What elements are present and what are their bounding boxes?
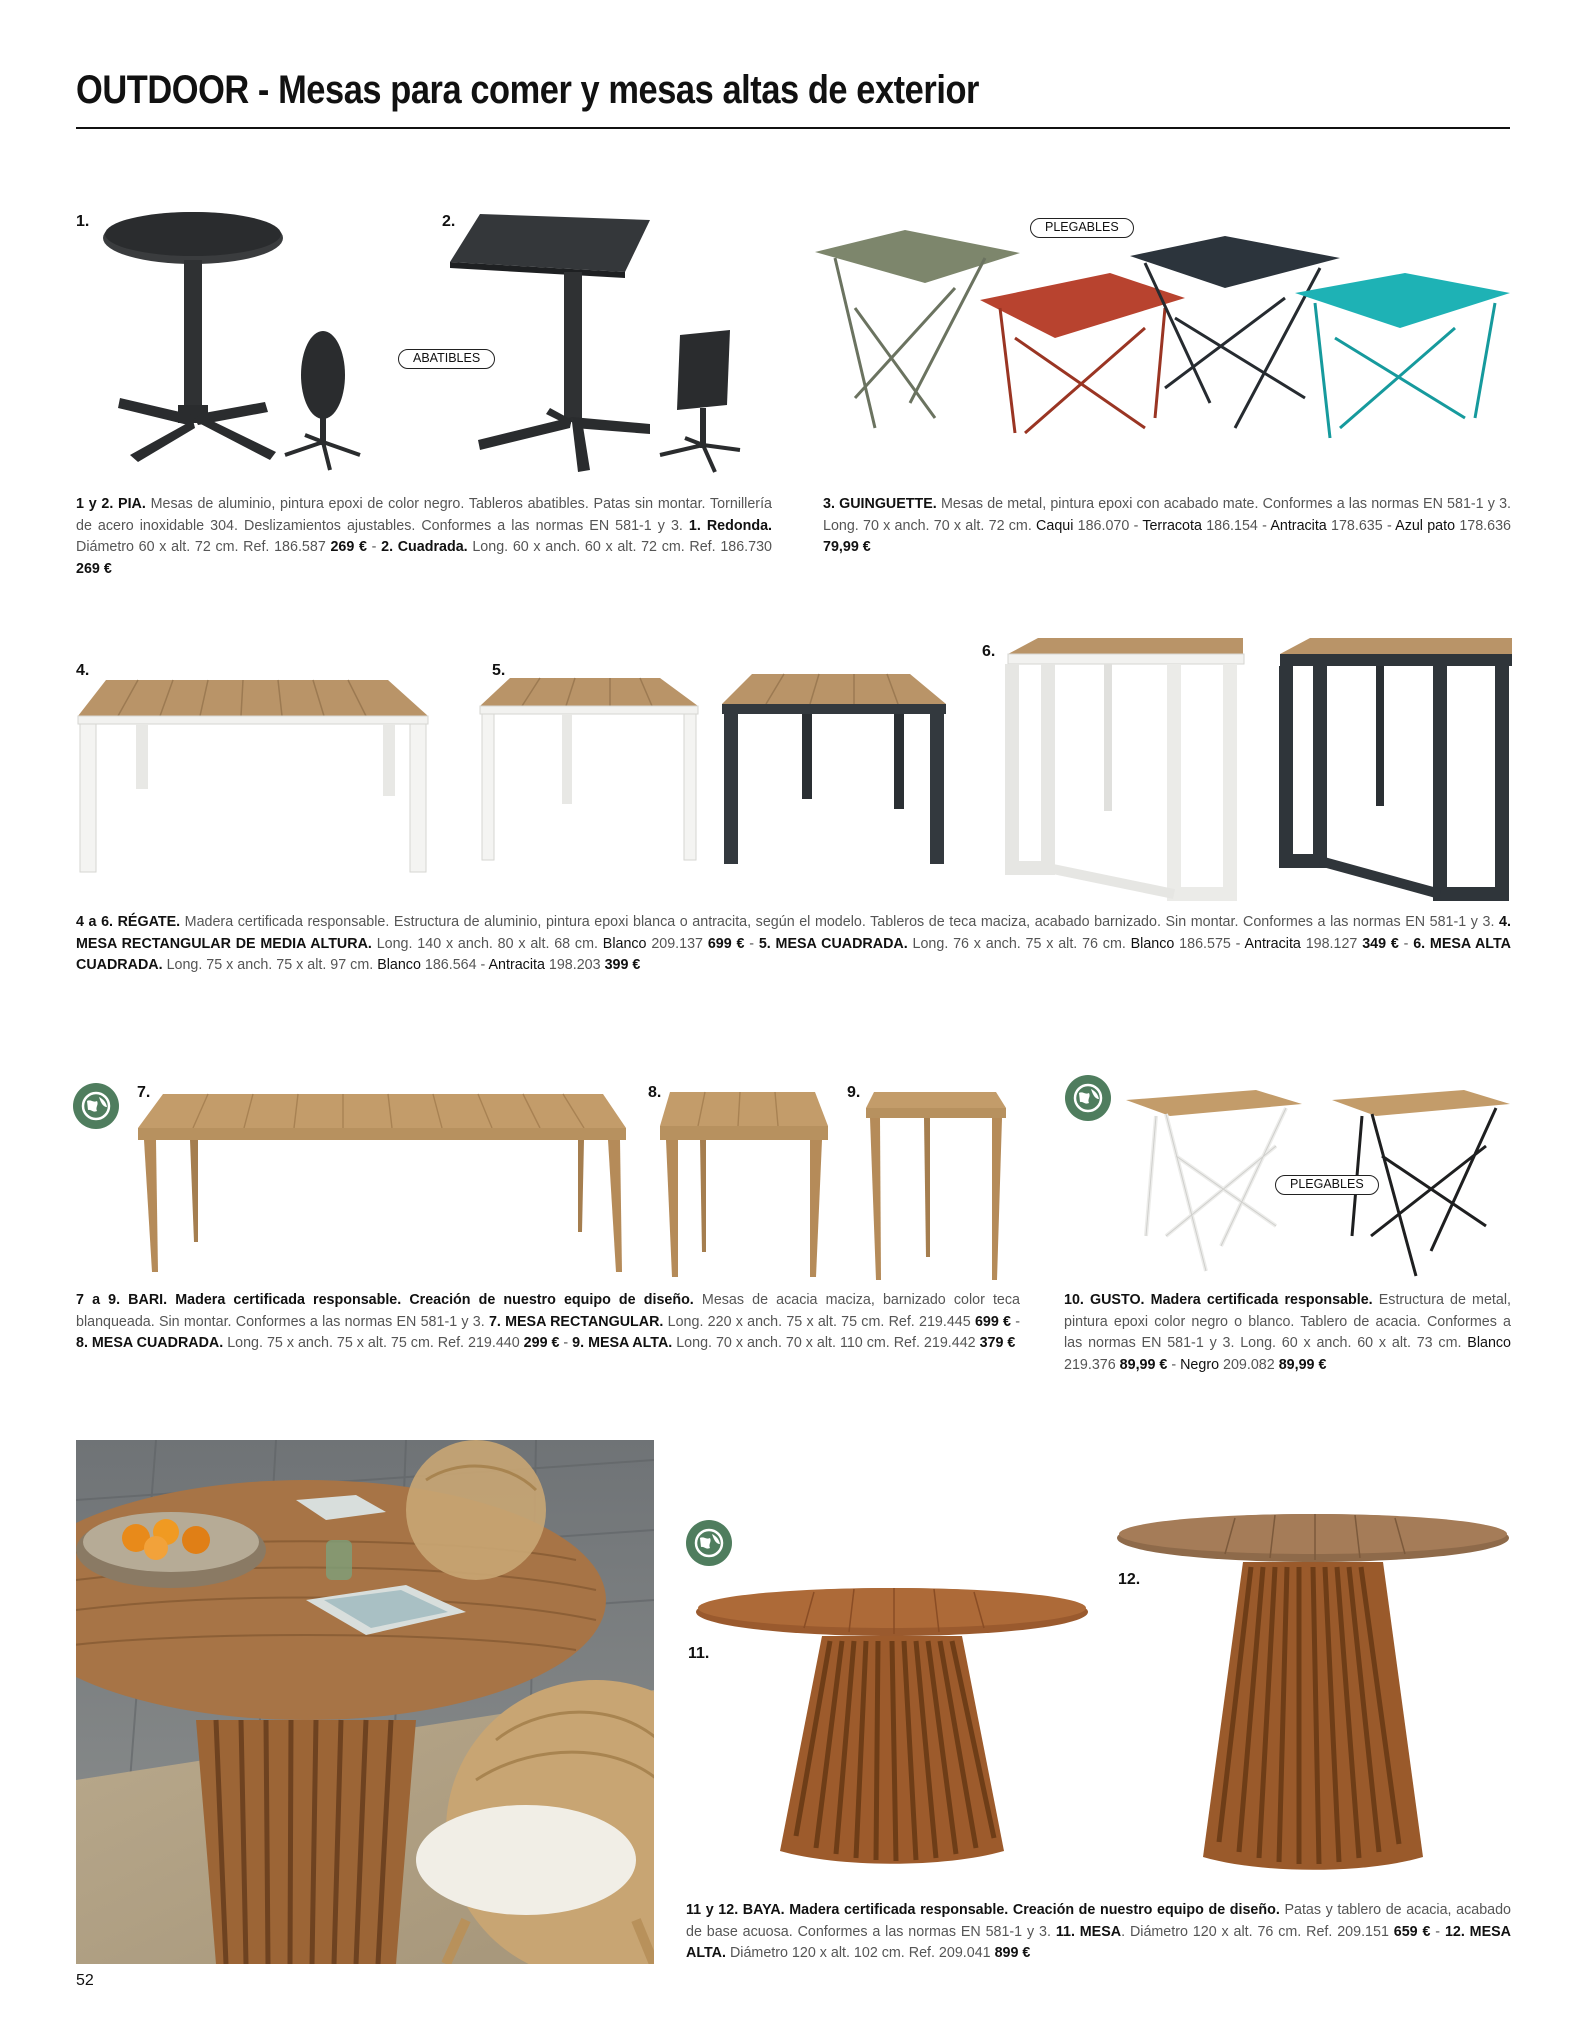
color-antracita: Antracita	[1270, 517, 1327, 534]
regate-5-price: 349 €	[1362, 935, 1399, 952]
regate-high-white-image	[1008, 636, 1248, 898]
item-number-12: 12.	[1118, 1571, 1141, 1588]
pia-square-folded-image	[655, 330, 745, 475]
regate-rectangular-image	[78, 678, 433, 873]
regate-5-ref-1: 186.575	[1179, 935, 1231, 952]
item-number-6: 6.	[982, 643, 996, 660]
baya-11-specs: Diámetro 120 x alt. 76 cm. Ref. 209.151	[1129, 1923, 1389, 1940]
bari-text: Mesas de acacia maciza, barnizado color teca blanqueada. Sin montar. Conformes a las normas EN 581-1 y 3.	[76, 1292, 1020, 1330]
regate-5-specs: Long. 76 x anch. 75 x alt. 76 cm.	[912, 935, 1126, 952]
baya-11-name: 11. MESA	[1055, 1923, 1122, 1940]
pia-name: 1 y 2. PIA.	[76, 496, 146, 512]
gusto-price-2: 89,99 €	[1278, 1356, 1327, 1373]
eco-globe-icon	[73, 1083, 119, 1129]
regate-description: 4 a 6. RÉGATE. Madera certificada responsable. Estructura de aluminio, pintura epoxi blanca o antracita, según el modelo. Tableros de teca maciza, acabado barnizado. Sin montar. Conformes a las normas EN 581-1 y 3. 4. MESA RECTANGULAR DE MEDIA ALTURA. Long. 140 x anch. 80 x alt. 68 cm. Blanco 209.137 699 € - 5. MESA CUADRADA. Long. 76 x anch. 75 x alt. 76 cm. Blanco 186.575 - Antracita 198.127 349 € - 6. MESA ALTA CUADRADA. Long. 75 x anch. 75 x alt. 97 cm. Blanco 186.564 - Antracita 198.203 399 €	[76, 914, 1511, 973]
baya-text: Patas y tablero de acacia, acabado de base acuosa. Conformes a las normas EN 581-1 y 3.	[686, 1902, 1511, 1940]
gusto-text: Estructura de metal, pintura epoxi color negro o blanco. Tablero de acacia. Conformes a las normas EN 581-1 y 3. Long. 60 x anch. 60 x alt. 73 cm.	[1064, 1292, 1511, 1351]
item-number-11: 11.	[688, 1645, 710, 1662]
color-azul-pato: Azul pato	[1395, 517, 1456, 534]
bari-8-name: 8. MESA CUADRADA.	[76, 1335, 224, 1351]
regate-4-ref: 209.137	[651, 935, 703, 952]
baya-table-image	[694, 1586, 1092, 1868]
color-terracota: Terracota	[1142, 517, 1202, 534]
gusto-color-2: Negro	[1180, 1356, 1220, 1373]
page-number: 52	[76, 1972, 94, 1989]
baya-12-name: 12. MESA ALTA.	[686, 1923, 1511, 1961]
pia-round-name: 1. Redonda.	[688, 517, 772, 534]
pia-round-table-image	[100, 210, 290, 475]
baya-description: 11 y 12. BAYA. Madera certificada responsable. Creación de nuestro equipo de diseño. Patas y tablero de acacia, acabado de base acuosa. Conformes a las normas EN 581-1 y 3. 11. MESA. Diámetro 120 x alt. 76 cm. Ref. 209.151 659 € - 12. MESA ALTA. Diámetro 120 x alt. 102 cm. Ref. 209.041 899 €	[686, 1902, 1511, 1961]
item-number-1: 1.	[76, 213, 90, 230]
ref-caqui: 186.070	[1077, 517, 1130, 534]
item-number-4: 4.	[76, 662, 90, 679]
pia-text: Mesas de aluminio, pintura epoxi de color negro. Tableros abatibles. Patas sin montar. Tornillería de acero inoxidable 304. Deslizamientos ajustables. Conformes a las normas EN 581-1 y 3.	[76, 496, 772, 534]
bari-square-image	[660, 1092, 830, 1282]
item-number-9: 9.	[847, 1084, 861, 1101]
regate-4-price: 699 €	[707, 935, 745, 952]
eco-globe-icon	[1065, 1075, 1111, 1121]
bari-rectangular-image	[138, 1092, 628, 1277]
baya-claim: Madera certificada responsable. Creación de nuestro equipo de diseño.	[789, 1902, 1280, 1918]
gusto-ref-2: 209.082	[1223, 1356, 1275, 1373]
lifestyle-photo	[76, 1440, 654, 1964]
regate-6-ref-1: 186.564	[424, 957, 477, 973]
bari-9-name: 9. MESA ALTA.	[572, 1335, 673, 1351]
regate-high-anthracite-image	[1280, 636, 1515, 901]
regate-square-anthracite-image	[722, 674, 947, 869]
guinguette-azul-pato	[1295, 273, 1510, 438]
guinguette-name: 3. GUINGUETTE.	[823, 496, 937, 512]
title-rule	[76, 127, 1510, 129]
gusto-price-1: 89,99 €	[1119, 1356, 1168, 1373]
guinguette-text: Mesas de metal, pintura epoxi con acabado mate. Conformes a las normas EN 581-1 y 3. Long. 70 x anch. 70 x alt. 72 cm.	[823, 496, 1511, 534]
regate-4-name: 4. MESA RECTANGULAR DE MEDIA ALTURA.	[76, 914, 1511, 952]
pia-square-name: 2. Cuadrada.	[381, 539, 468, 555]
regate-5-color-1: Blanco	[1130, 935, 1175, 952]
bari-7-name: 7. MESA RECTANGULAR.	[488, 1313, 664, 1330]
ref-antracita: 178.635	[1331, 517, 1383, 534]
guinguette-price: 79,99 €	[823, 539, 871, 555]
gusto-color-1: Blanco	[1467, 1335, 1511, 1351]
bari-9-specs: Long. 70 x anch. 70 x alt. 110 cm. Ref. 219.442	[676, 1335, 976, 1351]
pia-round-price: 269 €	[330, 539, 367, 555]
bari-name: 7 a 9. BARI.	[76, 1292, 168, 1308]
plegables-badge-gusto: PLEGABLES	[1275, 1175, 1379, 1195]
guinguette-tables-image	[815, 228, 1550, 438]
item-number-8: 8.	[648, 1084, 662, 1101]
bari-claim: Madera certificada responsable. Creación de nuestro equipo de diseño.	[175, 1292, 694, 1308]
baya-name: 11 y 12. BAYA.	[686, 1902, 785, 1918]
color-caqui: Caqui	[1036, 517, 1074, 534]
eco-globe-icon	[686, 1520, 732, 1566]
pia-round-folded-image	[280, 330, 370, 470]
separator: -	[366, 539, 382, 555]
page-title: OUTDOOR - Mesas para comer y mesas altas de exterior	[76, 68, 980, 112]
bari-8-specs: Long. 75 x anch. 75 x alt. 75 cm. Ref. 219.440	[227, 1335, 520, 1351]
guinguette-description: 3. GUINGUETTE. Mesas de metal, pintura epoxi con acabado mate. Conformes a las normas EN 581-1 y 3. Long. 70 x anch. 70 x alt. 72 cm. Caqui 186.070 - Terracota 186.154 - Antracita 178.635 - Azul pato 178.636 79,99 €	[823, 496, 1511, 555]
gusto-name: 10. GUSTO.	[1064, 1292, 1145, 1308]
item-number-2: 2.	[442, 213, 456, 230]
item-number-7: 7.	[137, 1084, 151, 1101]
regate-6-specs: Long. 75 x anch. 75 x alt. 97 cm.	[166, 957, 374, 973]
regate-6-name: 6. MESA ALTA CUADRADA.	[76, 935, 1511, 973]
ref-terracota: 186.154	[1206, 517, 1258, 534]
regate-square-white-image	[480, 678, 700, 863]
gusto-description: 10. GUSTO. Madera certificada responsable. Estructura de metal, pintura epoxi color negro o blanco. Tablero de acacia. Conformes a las normas EN 581-1 y 3. Long. 60 x anch. 60 x alt. 73 cm. Blanco 219.376 89,99 € - Negro 209.082 89,99 €	[1064, 1292, 1511, 1373]
bari-9-price: 379 €	[979, 1335, 1016, 1351]
bari-description: 7 a 9. BARI. Madera certificada responsable. Creación de nuestro equipo de diseño. Mesas de acacia maciza, barnizado color teca blanqueada. Sin montar. Conformes a las normas EN 581-1 y 3. 7. MESA RECTANGULAR. Long. 220 x anch. 75 x alt. 75 cm. Ref. 219.445 699 € - 8. MESA CUADRADA. Long. 75 x anch. 75 x alt. 75 cm. Ref. 219.440 299 € - 9. MESA ALTA. Long. 70 x anch. 70 x alt. 110 cm. Ref. 219.442 379 €	[76, 1292, 1020, 1351]
regate-6-color-2: Antracita	[488, 957, 545, 973]
bari-7-price: 699 €	[974, 1313, 1011, 1330]
baya-high-table-image	[1115, 1512, 1515, 1874]
plegables-badge-top: PLEGABLES	[1030, 218, 1134, 238]
pia-square-specs: Long. 60 x anch. 60 x alt. 72 cm. Ref. 186.730	[472, 539, 772, 555]
regate-text: Madera certificada responsable. Estructura de aluminio, pintura epoxi blanca o antracita, según el modelo. Tableros de teca maciza, acabado barnizado. Sin montar. Conformes a las normas EN 581-1 y 3.	[184, 914, 1495, 930]
gusto-ref-1: 219.376	[1064, 1356, 1116, 1373]
bari-high-image	[866, 1092, 1011, 1284]
regate-5-ref-2: 198.127	[1305, 935, 1358, 952]
regate-4-color: Blanco	[602, 935, 647, 952]
guinguette-caqui	[815, 230, 1020, 428]
baya-12-specs: Diámetro 120 x alt. 102 cm. Ref. 209.041	[729, 1945, 991, 1961]
regate-name: 4 a 6. RÉGATE.	[76, 914, 181, 930]
guinguette-terracota	[980, 273, 1185, 433]
regate-6-price: 399 €	[604, 957, 641, 973]
bari-8-price: 299 €	[523, 1335, 560, 1351]
lifestyle-photo-scene	[76, 1440, 654, 1964]
gusto-claim: Madera certificada responsable.	[1150, 1292, 1373, 1308]
pia-square-price: 269 €	[76, 560, 112, 577]
item-number-5: 5.	[492, 662, 506, 679]
bari-7-specs: Long. 220 x anch. 75 x alt. 75 cm. Ref. 219.445	[667, 1313, 971, 1330]
regate-6-ref-2: 198.203	[548, 957, 601, 973]
regate-5-name: 5. MESA CUADRADA.	[758, 935, 908, 952]
regate-5-color-2: Antracita	[1244, 935, 1301, 952]
baya-12-price: 899 €	[994, 1945, 1031, 1961]
baya-11-price: 659 €	[1393, 1923, 1431, 1940]
pia-round-specs: Diámetro 60 x alt. 72 cm. Ref. 186.587	[76, 539, 326, 555]
pia-description	[76, 494, 772, 580]
regate-4-specs: Long. 140 x anch. 80 x alt. 68 cm.	[376, 935, 598, 952]
regate-6-color-1: Blanco	[377, 957, 421, 973]
abatibles-badge: ABATIBLES	[398, 349, 495, 369]
pia-square-table-image	[450, 212, 660, 482]
ref-azul-pato: 178.636	[1459, 517, 1511, 534]
